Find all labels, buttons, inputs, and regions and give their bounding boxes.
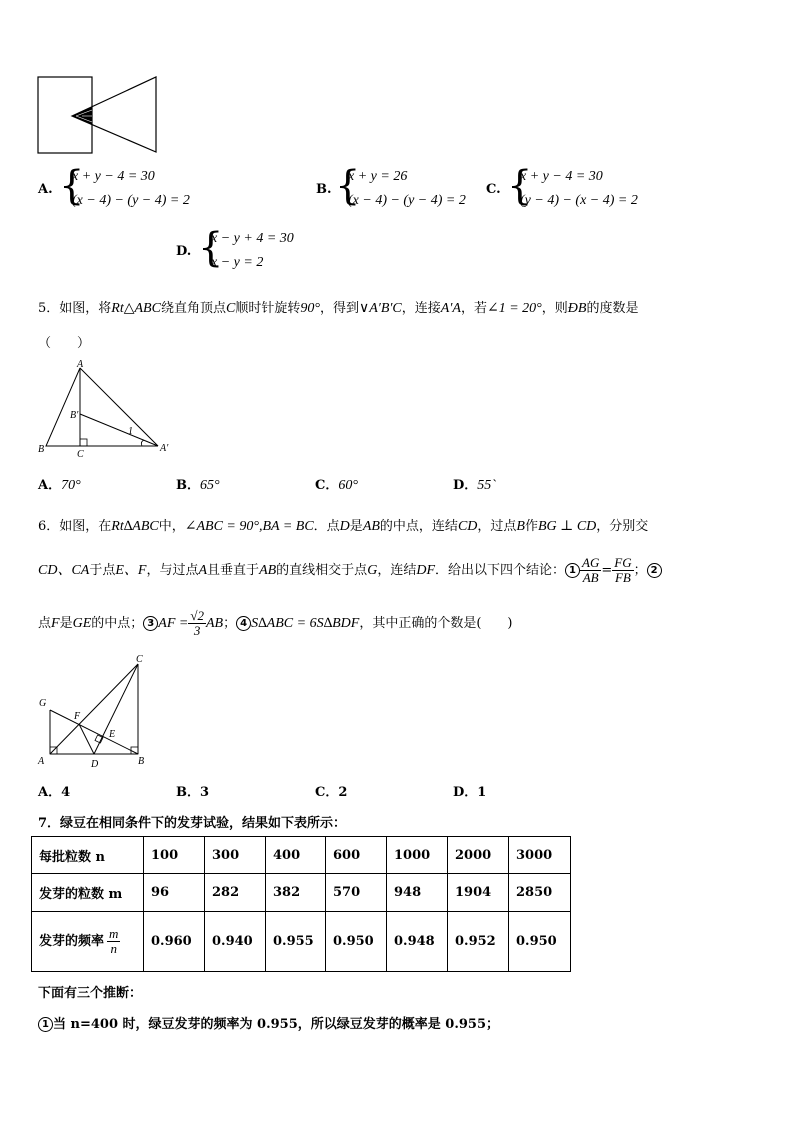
q4-option-a-label: A. [38, 182, 53, 197]
q4-option-a-brace: { [59, 163, 85, 209]
q4-option-b-line2: (x − 4) − (y − 4) = 2 [348, 193, 466, 208]
q6-text: ； [633, 563, 647, 578]
q5-segment-a-aprime [80, 368, 158, 446]
q6-text: ，其中正确的个数是( ) [359, 616, 513, 631]
q6-text: ．给出以下四个结论： [435, 563, 566, 578]
q6-area: S∆ABC = 6S∆BDF [251, 616, 360, 631]
q5-point-c: C [225, 301, 236, 316]
q4-figure [36, 74, 162, 156]
q6-equals: = [601, 563, 613, 578]
table-row [32, 837, 571, 874]
q6-text: 是 [349, 519, 363, 534]
q4-option-b-brace: { [335, 163, 361, 209]
q6-option-c-value: 2 [338, 785, 348, 800]
table-cell: 1000 [387, 837, 448, 874]
q5-question [38, 297, 638, 317]
q6-segment: DF [416, 563, 435, 578]
q6-fraction-ag-ab [580, 556, 601, 585]
q5-text: ，得到 [319, 301, 359, 316]
table-row [32, 874, 571, 912]
table-cell: 0.952 [448, 912, 509, 972]
q6-segment: AB [259, 563, 277, 578]
q7-table [31, 836, 571, 972]
q4-option-c-brace: { [507, 163, 533, 209]
q5-text: ，则 [541, 301, 568, 316]
q6-fraction-fg-fb [612, 556, 633, 585]
q6-point: D [339, 519, 350, 534]
q5-number: 5． [38, 301, 60, 316]
q6-frac1-den: AB [582, 570, 599, 585]
q6-line-1 [38, 515, 648, 535]
q5-degree: 90° [300, 301, 320, 316]
q7-circled-1: 1 [38, 1017, 53, 1032]
q4-option-b-line1: x + y = 26 [348, 169, 408, 184]
q6-segment-gb [50, 710, 138, 754]
q6-text: ．点 [313, 519, 340, 534]
q5-option-b [176, 474, 220, 494]
q7-fraction-m-n [107, 927, 120, 956]
q6-text: 中， [158, 519, 185, 534]
q6-option-d [453, 781, 486, 800]
q5-angle-arc [141, 440, 144, 446]
q6-text: 的中点； [91, 616, 144, 631]
q6-option-b-label: B． [176, 785, 200, 800]
table-cell: 570 [326, 874, 387, 912]
q6-circled-2: 2 [647, 563, 662, 578]
q6-option-d-value: 1 [477, 785, 487, 800]
q5-option-d-value: 55` [477, 478, 496, 493]
q5-option-d [453, 474, 496, 494]
table-cell: 0.955 [266, 912, 326, 972]
q4-option-d-brace: { [198, 225, 224, 271]
q7-row-header-text: 发芽的频率 [39, 934, 105, 949]
q4-option-c-line2: (y − 4) − (x − 4) = 2 [520, 193, 638, 208]
q5-option-a-value: 70° [61, 478, 81, 493]
q5-triangle: Rt△ABC [111, 301, 161, 316]
q5-figure [34, 360, 184, 460]
q5-option-d-label: D． [453, 478, 478, 493]
q6-text: ，分别交 [596, 519, 649, 534]
table-cell: 600 [326, 837, 387, 874]
q6-label-c: C [136, 654, 143, 665]
q6-text: 于点 [89, 563, 116, 578]
q5-label-bprime: B′ [70, 410, 79, 421]
q6-option-a-label: A． [38, 785, 62, 800]
q5-answer-paren: （ ） [38, 336, 91, 351]
q6-points: E、F [115, 563, 147, 578]
table-cell: 0.948 [387, 912, 448, 972]
q6-fraction-sqrt2-3 [188, 609, 206, 638]
q5-text: 绕直角顶点 [160, 301, 226, 316]
q5-option-a [38, 474, 81, 494]
q4-option-a-line2: (x − 4) − (y − 4) = 2 [72, 193, 190, 208]
q6-label-b: B [138, 756, 145, 767]
q6-perpendicular: BG ⊥ CD [537, 519, 597, 534]
table-cell: 300 [205, 837, 266, 874]
q5-right-angle-mark [80, 439, 87, 446]
q6-point: G [367, 563, 378, 578]
table-cell: 948 [387, 874, 448, 912]
q4-option-c-label: C. [486, 182, 501, 197]
q4-option-b-label: B. [316, 182, 332, 197]
q5-option-b-label: B． [176, 478, 200, 493]
table-cell: 0.960 [144, 912, 205, 972]
q6-option-b-value: 3 [200, 785, 210, 800]
q4-option-d-label: D. [176, 244, 192, 259]
table-cell: 0.940 [205, 912, 266, 972]
table-cell: 96 [144, 874, 205, 912]
q6-triangle: Rt∆ABC [111, 519, 159, 534]
q6-option-c [315, 781, 347, 800]
table-cell: 0.950 [509, 912, 571, 972]
q5-option-c-value: 60° [338, 478, 358, 493]
q5-segment: A′A [440, 301, 461, 316]
table-cell: 400 [266, 837, 326, 874]
q6-segment: CD [457, 519, 478, 534]
q6-segment: AB [362, 519, 380, 534]
q6-text: ，与过点 [146, 563, 199, 578]
q5-label-c: C [77, 449, 84, 460]
q6-circled-3: 3 [143, 616, 158, 631]
q7-title: 7．绿豆在相同条件下的发芽试验，结果如下表所示： [38, 816, 347, 831]
q6-text: 点 [38, 616, 52, 631]
table-row [32, 912, 571, 972]
q6-label-d: D [91, 759, 99, 770]
table-cell: 2000 [448, 837, 509, 874]
q6-sqrt-num: √2 [190, 608, 204, 623]
q6-segments: CD、CA [38, 563, 90, 578]
q6-text: 的直线相交于点 [276, 563, 368, 578]
table-cell: 3000 [509, 837, 571, 874]
q5-option-b-value: 65° [200, 478, 220, 493]
q4-option-a-line1: x + y − 4 = 30 [72, 169, 155, 184]
q6-text: ，连结 [377, 563, 417, 578]
q7-row-header: 每批粒数 n [32, 837, 144, 874]
q5-label-b: B [38, 444, 45, 455]
q6-line-3 [38, 609, 513, 638]
q7-row-header [32, 912, 144, 972]
q5-segment-bprime-aprime [80, 414, 158, 446]
q6-option-a-value: 4 [61, 785, 71, 800]
q6-text: 是 [59, 616, 73, 631]
q6-point: F [51, 616, 60, 631]
q6-option-b [176, 781, 209, 800]
q6-figure [34, 650, 164, 770]
q4-option-d-line1: x − y + 4 = 30 [211, 231, 294, 246]
q6-line-2 [38, 556, 662, 585]
q6-segment-ca [50, 664, 138, 754]
q6-label-a: A [38, 756, 45, 767]
q6-option-a [38, 781, 70, 800]
q6-frac2-num: FG [614, 555, 632, 570]
q6-label-g: G [39, 698, 47, 709]
q6-text: 的中点，连结 [379, 519, 458, 534]
q6-frac2-den: FB [614, 570, 631, 585]
q6-option-d-label: D． [453, 785, 478, 800]
q5-triangle-2: ∨A′B′C [358, 301, 402, 316]
q5-triangle-abc [46, 368, 80, 446]
q6-text: 作 [524, 519, 538, 534]
q5-option-a-label: A． [38, 478, 62, 493]
q6-af: AF = [158, 616, 189, 631]
q5-label-a: A [77, 360, 84, 370]
q6-text: 且垂直于 [207, 563, 260, 578]
q7-frac-num: m [109, 926, 119, 941]
table-cell: 1904 [448, 874, 509, 912]
q6-option-c-label: C． [315, 785, 339, 800]
q5-angle-b: ÐB [567, 301, 587, 316]
q5-text: ，连接 [401, 301, 441, 316]
q7-below-text: 下面有三个推断： [38, 986, 143, 1001]
q6-circled-1: 1 [565, 563, 580, 578]
table-cell: 382 [266, 874, 326, 912]
q4-option-d-line2: x − y = 2 [211, 255, 264, 270]
table-cell: 282 [205, 874, 266, 912]
q6-text: ； [223, 616, 237, 631]
q5-text: ，若 [460, 301, 487, 316]
q5-option-c [315, 474, 358, 494]
q5-text: 的度数是 [586, 301, 639, 316]
q5-angle: ∠1 = 20° [486, 301, 542, 316]
q6-label-e: E [109, 729, 116, 740]
q6-circled-4: 4 [236, 616, 251, 631]
q6-text: ，过点 [477, 519, 517, 534]
q6-segment: GE [72, 616, 92, 631]
q7-row-header: 发芽的粒数 m [32, 874, 144, 912]
q7-inference-1 [38, 1013, 499, 1032]
q5-label-aprime: A′ [160, 443, 169, 454]
q7-inference-1-text: 当 n=400 时，绿豆发芽的频率为 0.955，所以绿豆发芽的概率是 0.955； [53, 1017, 499, 1032]
q5-text: 顺时针旋转 [235, 301, 301, 316]
q6-label-f: F [74, 711, 81, 722]
q5-option-c-label: C． [315, 478, 339, 493]
table-cell: 100 [144, 837, 205, 874]
q6-sqrt-den: 3 [193, 623, 201, 638]
q7-frac-den: n [110, 941, 117, 956]
q6-text: 6．如图，在 [38, 519, 112, 534]
q6-point: A [198, 563, 208, 578]
q5-text: 如图，将 [59, 301, 112, 316]
q6-ab: AB [205, 616, 224, 631]
q6-frac1-num: AG [582, 555, 600, 570]
table-cell: 0.950 [326, 912, 387, 972]
q5-label-angle-1: 1 [128, 426, 133, 437]
q6-segment-cd [94, 664, 138, 754]
q4-option-c-line1: x + y − 4 = 30 [520, 169, 603, 184]
q6-point: B [516, 519, 525, 534]
table-cell: 2850 [509, 874, 571, 912]
q6-condition: ∠ABC = 90°,BA = BC [184, 519, 314, 534]
